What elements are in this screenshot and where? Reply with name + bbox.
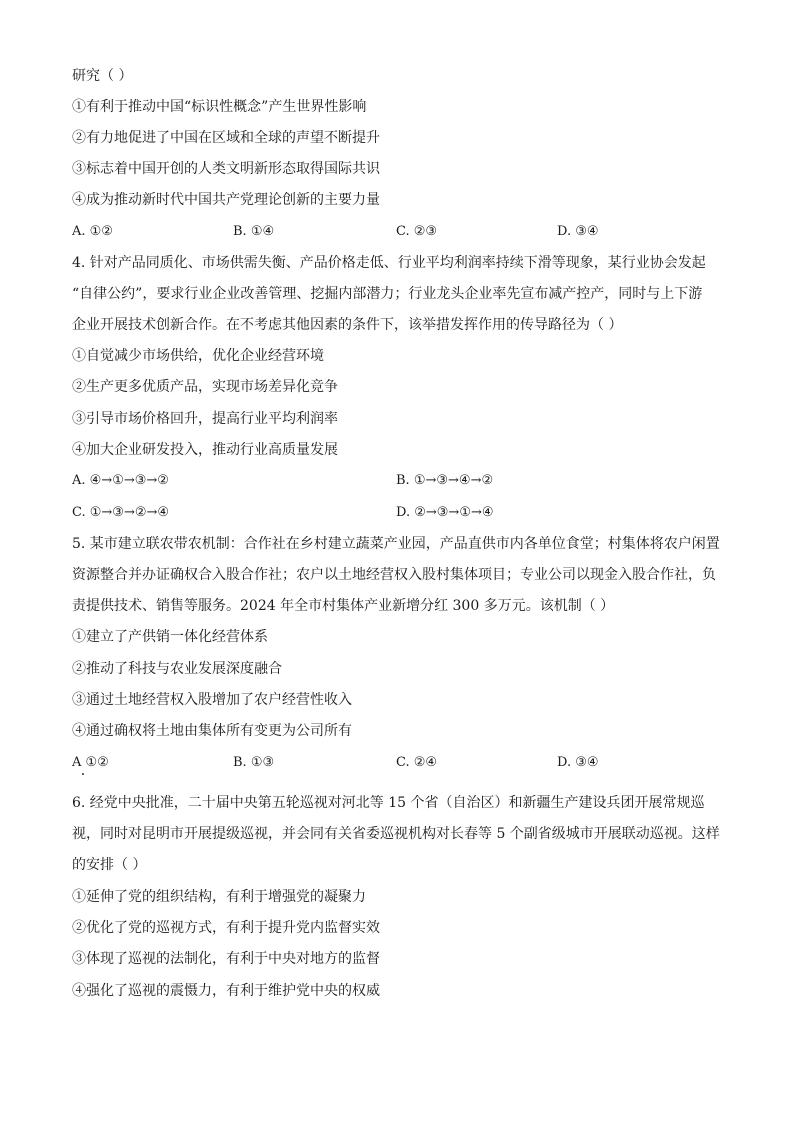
q6-stem-line-1: 6. 经党中央批准，二十届中央第五轮巡视对河北等 15 个省（自治区）和新疆生产建设兵团开展常规巡	[72, 795, 705, 811]
q3-option-d: D. ③④	[557, 224, 599, 239]
q3-stem-tail: 研究（ ）	[72, 68, 133, 84]
stray-dot	[82, 773, 84, 775]
q4-item-4: ④加大企业研发投入，推动行业高质量发展	[72, 442, 338, 458]
q3-item-1: ①有利于推动中国“标识性概念”产生世界性影响	[72, 99, 367, 115]
q5-item-1: ①建立了产供销一体化经营体系	[72, 629, 268, 645]
q5-option-b: B. ①③	[233, 755, 275, 770]
q6-stem-line-2: 视，同时对昆明市开展提级巡视，并会同有关省委巡视机构对长春等 5 个副省级城市开展联动巡视。这样	[72, 826, 720, 842]
q6-item-4: ④强化了巡视的震慑力，有利于维护党中央的权威	[72, 983, 380, 999]
q3-item-2: ②有力地促进了中国在区域和全球的声望不断提升	[72, 130, 380, 146]
q4-stem-line-3: 企业开展技术创新合作。在不考虑其他因素的条件下，该举措发挥作用的传导路径为（ ）	[72, 317, 623, 333]
q5-stem-line-2: 资源整合并办证确权合入股合作社；农户以土地经营权入股村集体项目；专业公司以现金入股合作社，负	[72, 567, 716, 583]
q3-option-c: C. ②③	[396, 224, 438, 239]
q5-option-d: D. ③④	[557, 755, 599, 770]
q5-item-4: ④通过确权将土地由集体所有变更为公司所有	[72, 723, 352, 739]
q4-item-2: ②生产更多优质产品，实现市场差异化竞争	[72, 379, 338, 395]
q6-stem-line-3: 的安排（ ）	[72, 857, 147, 873]
q3-item-4: ④成为推动新时代中国共产党理论创新的主要力量	[72, 192, 380, 208]
q4-option-c: C. ①→③→②→④	[72, 505, 170, 520]
q5-option-c: C. ②④	[396, 755, 438, 770]
q5-stem-line-1: 5. 某市建立联农带农机制：合作社在乡村建立蔬菜产业园，产品直供市内各单位食堂；村集体将农户闲置	[72, 536, 720, 552]
q6-item-2: ②优化了党的巡视方式，有利于提升党内监督实效	[72, 920, 380, 936]
q4-option-b: B. ①→③→④→②	[396, 473, 494, 488]
q5-item-3: ③通过土地经营权入股增加了农户经营性收入	[72, 692, 352, 708]
q4-stem-line-1: 4. 针对产品同质化、市场供需失衡、产品价格走低、行业平均利润率持续下滑等现象，某行业协会发起	[72, 255, 706, 271]
q4-option-d: D. ②→③→①→④	[396, 505, 494, 520]
q3-item-3: ③标志着中国开创的人类文明新形态取得国际共识	[72, 161, 380, 177]
q5-option-a: A ①②	[72, 755, 109, 770]
q6-item-3: ③体现了巡视的法制化，有利于中央对地方的监督	[72, 951, 380, 967]
q5-item-2: ②推动了科技与农业发展深度融合	[72, 661, 282, 677]
q4-item-3: ③引导市场价格回升，提高行业平均利润率	[72, 411, 338, 427]
q3-option-b: B. ①④	[233, 224, 275, 239]
q4-item-1: ①自觉减少市场供给，优化企业经营环境	[72, 348, 324, 364]
q5-stem-line-3: 责提供技术、销售等服务。2024 年全市村集体产业新增分红 300 多万元。该机制（ ）	[72, 598, 615, 614]
q6-item-1: ①延伸了党的组织结构，有利于增强党的凝聚力	[72, 889, 366, 905]
q4-stem-line-2: “自律公约”，要求行业企业改善管理、挖掘内部潜力；行业龙头企业率先宣布减产控产，同时与上下游	[72, 286, 703, 302]
q3-option-a: A. ①②	[72, 224, 113, 239]
q4-option-a: A. ④→①→③→②	[72, 473, 169, 488]
